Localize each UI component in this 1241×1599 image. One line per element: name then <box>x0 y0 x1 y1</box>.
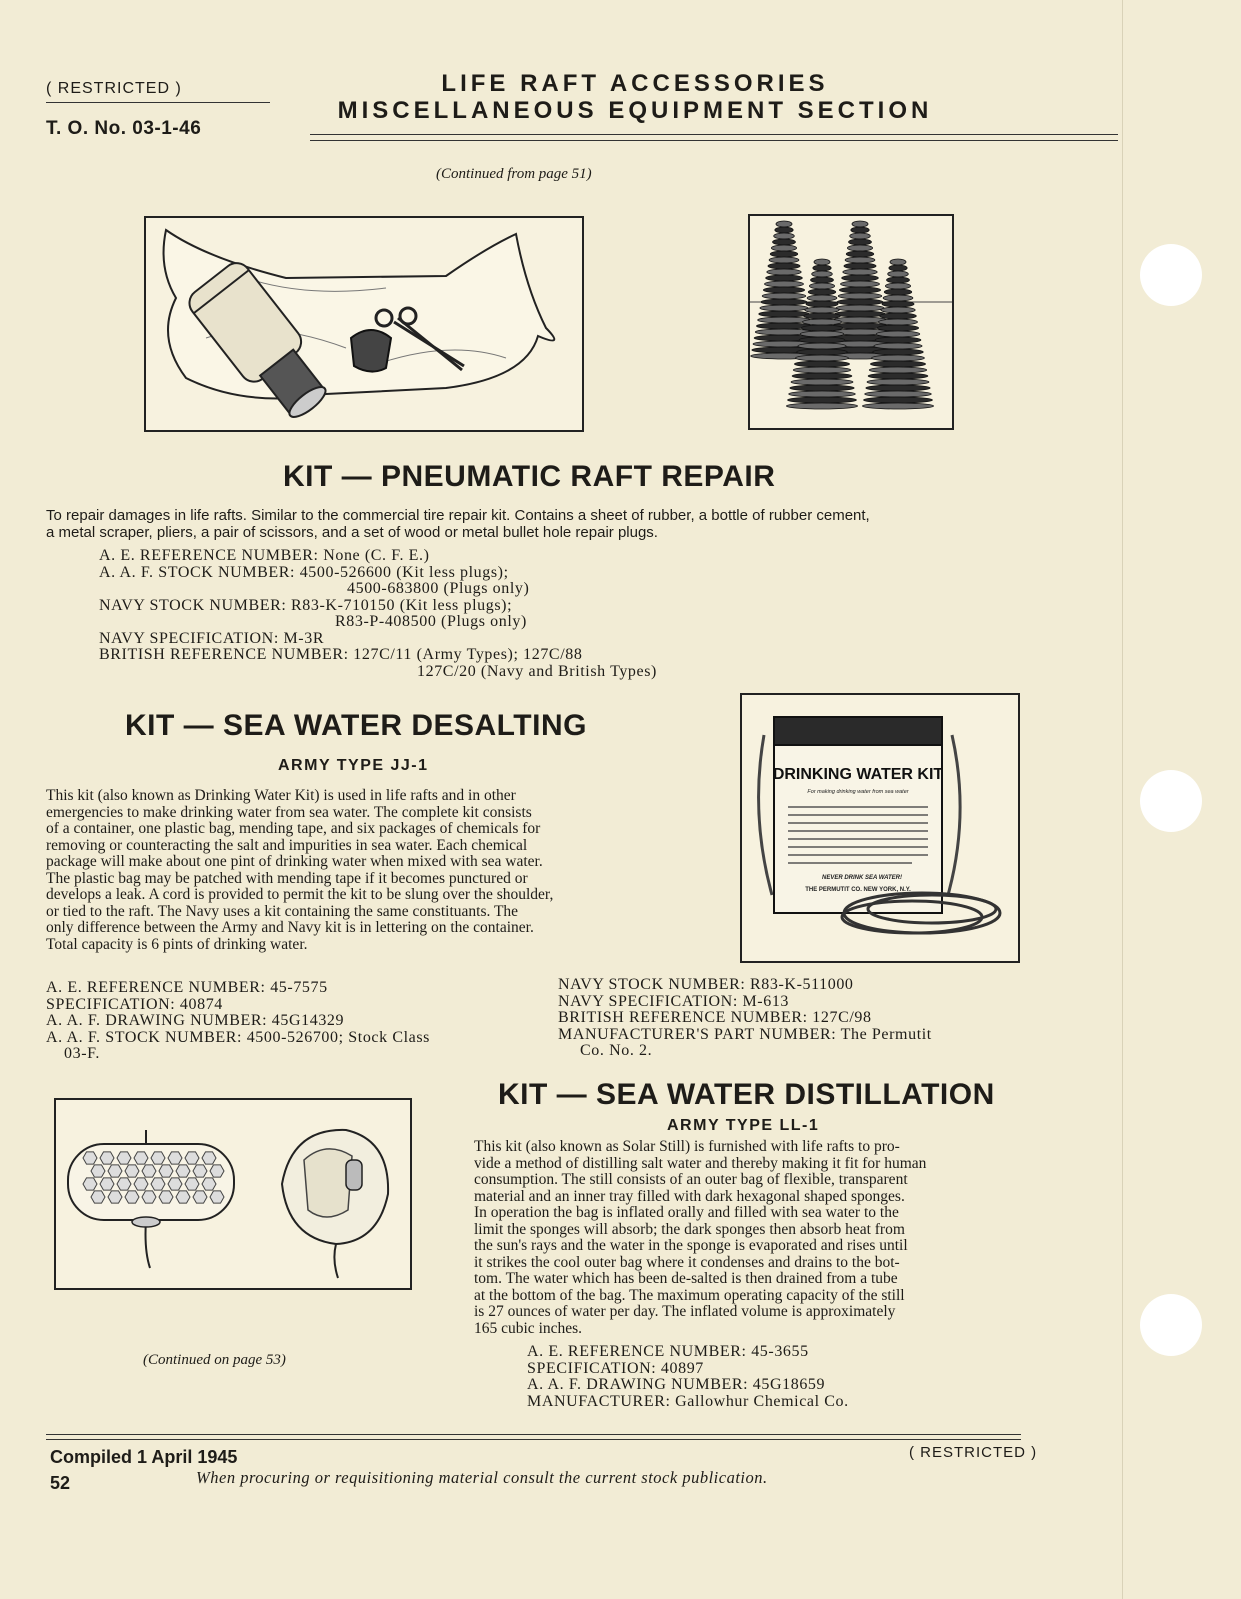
hex-sponge <box>117 1178 131 1190</box>
drinking-water-kit-drawing <box>742 695 1018 961</box>
hex-sponge <box>202 1152 216 1164</box>
hex-sponge <box>108 1191 122 1203</box>
page-title-line1: LIFE RAFT ACCESSORIES <box>441 70 829 97</box>
repair-ref-line: A. A. F. STOCK NUMBER: 4500-526600 (Kit less plugs); <box>99 563 509 581</box>
hex-sponge <box>108 1165 122 1177</box>
repair-ref-line: NAVY STOCK NUMBER: R83-K-710150 (Kit less plugs); <box>99 596 513 614</box>
desalting-ref-right-line: Co. No. 2. <box>580 1042 653 1059</box>
hex-sponge <box>168 1178 182 1190</box>
distillation-desc-line: the sun's rays and the water in the sponge is evaporated and rises until <box>474 1237 908 1254</box>
desalting-kit-description <box>46 788 686 953</box>
page-title-line2: MISCELLANEOUS EQUIPMENT SECTION <box>337 97 933 124</box>
repair-ref-line: 4500-683800 (Plugs only) <box>347 580 530 597</box>
desalting-refs-right <box>558 977 1038 1060</box>
can-sublabel-text: For making drinking water from sea water <box>807 789 909 795</box>
desalting-desc-line: Total capacity is 6 pints of drinking water. <box>46 935 308 953</box>
hex-sponge <box>185 1152 199 1164</box>
binder-hole-middle <box>1140 770 1202 832</box>
hex-sponge <box>151 1178 165 1190</box>
distillation-kit-description <box>474 1139 1034 1337</box>
hex-sponge <box>125 1165 139 1177</box>
distillation-kit-heading: KIT — SEA WATER DISTILLATION <box>498 1078 995 1111</box>
desalting-desc-line: develops a leak. A cord is provided to permit the kit to be slung over the shoulder, <box>46 886 554 903</box>
hex-sponge <box>142 1191 156 1203</box>
desalting-ref-left-line: A. A. F. STOCK NUMBER: 4500-526700; Stock Class <box>46 1028 430 1046</box>
page-title <box>310 70 960 124</box>
hex-sponge <box>210 1191 224 1203</box>
repair-ref-line: R83-P-408500 (Plugs only) <box>335 613 527 630</box>
header-rule-left <box>46 102 270 103</box>
hex-sponge <box>151 1152 165 1164</box>
hex-sponge <box>168 1152 182 1164</box>
desalting-kit-heading: KIT — SEA WATER DESALTING <box>125 709 587 742</box>
binder-hole-top <box>1140 244 1202 306</box>
compiled-date: Compiled 1 April 1945 <box>50 1447 238 1467</box>
drinking-water-kit-illustration <box>740 693 1020 963</box>
distillation-desc-line: vide a method of distilling salt water and thereby making it fit for human <box>474 1154 927 1172</box>
repair-kit-refs <box>99 548 657 680</box>
hex-sponge <box>193 1191 207 1203</box>
desalting-kit-subheading: ARMY TYPE JJ-1 <box>278 757 429 774</box>
continued-on-note: (Continued on page 53) <box>143 1352 286 1368</box>
distillation-desc-line: material and an inner tray filled with dark hexagonal shaped sponges. <box>474 1187 905 1205</box>
distillation-ref-line: A. E. REFERENCE NUMBER: 45-3655 <box>527 1343 809 1360</box>
hex-sponge <box>210 1165 224 1177</box>
can-maker-text: THE PERMUTIT CO. NEW YORK, N.Y. <box>805 887 911 893</box>
repair-ref-line: A. E. REFERENCE NUMBER: None (C. F. E.) <box>99 547 430 564</box>
hex-sponge <box>100 1152 114 1164</box>
to-number: T. O. No. 03-1-46 <box>46 118 202 139</box>
desalting-ref-left-line: A. E. REFERENCE NUMBER: 45-7575 <box>46 979 328 996</box>
repair-kit-heading: KIT — PNEUMATIC RAFT REPAIR <box>283 460 776 493</box>
hex-sponge <box>202 1178 216 1190</box>
distillation-desc-line: tom. The water which has been de-salted is then drained from a tube <box>474 1270 898 1287</box>
repair-kit-description <box>46 507 1046 541</box>
footer-classification: ( RESTRICTED ) <box>909 1444 1038 1461</box>
repair-ref-line: BRITISH REFERENCE NUMBER: 127C/11 (Army Types); 127C/88 <box>99 646 583 663</box>
desalting-ref-right-line: MANUFACTURER'S PART NUMBER: The Permutit <box>558 1025 932 1043</box>
distillation-desc-line: is 27 ounces of water per day. The inflated volume is approximately <box>474 1303 896 1320</box>
distillation-desc-line: it strikes the cool outer bag where it condenses and drains to the bot- <box>474 1253 900 1271</box>
header-classification: ( RESTRICTED ) <box>46 80 182 97</box>
desalting-ref-right-line: NAVY SPECIFICATION: M-613 <box>558 992 790 1010</box>
footer-rule-top <box>46 1434 1021 1435</box>
solar-still-drawing <box>56 1100 410 1288</box>
desalting-ref-left-line: SPECIFICATION: 40874 <box>46 995 223 1013</box>
hex-sponge <box>193 1165 207 1177</box>
binder-hole-bottom <box>1140 1294 1202 1356</box>
hex-sponge <box>117 1152 131 1164</box>
distillation-ref-line: SPECIFICATION: 40897 <box>527 1359 704 1377</box>
hex-sponge <box>83 1178 97 1190</box>
header-rule-bottom <box>310 140 1118 141</box>
desalting-ref-right-line: BRITISH REFERENCE NUMBER: 127C/98 <box>558 1009 872 1026</box>
desalting-desc-line: or tied to the raft. The Navy uses a kit containing the same constituants. The <box>46 902 519 920</box>
desalting-ref-left-line: 03-F. <box>64 1045 100 1062</box>
desalting-ref-right-line: NAVY STOCK NUMBER: R83-K-511000 <box>558 976 854 993</box>
desalting-desc-line: emergencies to make drinking water from sea water. The complete kit consists <box>46 803 532 821</box>
hex-sponge <box>176 1165 190 1177</box>
hex-sponge <box>100 1178 114 1190</box>
desalting-desc-line: The plastic bag may be patched with mending tape if it becomes punctured or <box>46 869 528 887</box>
repair-ref-line: NAVY SPECIFICATION: M-3R <box>99 629 325 647</box>
continued-from-note: (Continued from page 51) <box>436 166 592 182</box>
header-rule-top <box>310 134 1118 135</box>
distillation-desc-line: In operation the bag is inflated orally and filled with sea water to the <box>474 1204 899 1221</box>
hex-sponge <box>159 1165 173 1177</box>
distillation-ref-line: A. A. F. DRAWING NUMBER: 45G18659 <box>527 1376 826 1393</box>
hex-sponge <box>134 1152 148 1164</box>
repair-kit-illustration <box>144 216 584 432</box>
distillation-desc-line: 165 cubic inches. <box>474 1319 583 1337</box>
desalting-refs-left <box>46 980 516 1063</box>
hex-sponge <box>83 1152 97 1164</box>
hex-sponge <box>142 1165 156 1177</box>
distillation-desc-line: limit the sponges will absorb; the dark sponges then absorb heat from <box>474 1220 905 1238</box>
hex-sponge <box>91 1165 105 1177</box>
distillation-desc-line: at the bottom of the bag. The maximum operating capacity of the still <box>474 1286 905 1304</box>
repair-ref-line: 127C/20 (Navy and British Types) <box>417 662 657 680</box>
hex-sponge <box>134 1178 148 1190</box>
repair-kit-drawing <box>146 218 582 430</box>
desalting-desc-line: of a container, one plastic bag, mending tape, and six packages of chemicals for <box>46 820 541 837</box>
desalting-desc-line: removing or counteracting the salt and impurities in sea water. Each chemical <box>46 836 528 854</box>
hex-sponge <box>159 1191 173 1203</box>
page-number: 52 <box>50 1473 71 1493</box>
desalting-ref-left-line: A. A. F. DRAWING NUMBER: 45G14329 <box>46 1012 345 1029</box>
desalting-desc-line: This kit (also known as Drinking Water Kit) is used in life rafts and in other <box>46 787 516 804</box>
hex-sponge <box>125 1191 139 1203</box>
repair-desc-line: a metal scraper, pliers, a pair of scissors, and a set of wood or metal bullet hole repair plugs. <box>46 524 658 541</box>
distillation-ref-line: MANUFACTURER: Gallowhur Chemical Co. <box>527 1392 849 1410</box>
can-warning-text: NEVER DRINK SEA WATER! <box>821 875 903 881</box>
hex-sponge <box>91 1191 105 1203</box>
repair-plugs-drawing <box>750 216 952 428</box>
page-edge-line <box>1122 0 1123 1599</box>
stock-publication-notice: When procuring or requisitioning material consult the current stock publication. <box>196 1468 768 1487</box>
desalting-desc-line: package will make about one pint of drinking water when mixed with sea water. <box>46 853 543 870</box>
footer-rule-bottom <box>46 1439 1021 1440</box>
repair-desc-line: To repair damages in life rafts. Similar to the commercial tire repair kit. Contains a sheet of rubber, a bottle of rubber cement, <box>46 507 870 524</box>
distillation-desc-line: This kit (also known as Solar Still) is furnished with life rafts to pro- <box>474 1138 900 1155</box>
can-label-text: DRINKING WATER KIT <box>772 766 944 783</box>
distillation-kit-refs <box>527 1344 849 1410</box>
desalting-desc-line: only difference between the Army and Navy kit is in lettering on the container. <box>46 919 534 936</box>
solar-still-illustration <box>54 1098 412 1290</box>
hex-sponge <box>185 1178 199 1190</box>
distillation-desc-line: consumption. The still consists of an outer bag of flexible, transparent <box>474 1171 908 1188</box>
hex-sponge <box>176 1191 190 1203</box>
repair-plugs-illustration <box>748 214 954 430</box>
distillation-kit-subheading: ARMY TYPE LL-1 <box>667 1117 820 1134</box>
